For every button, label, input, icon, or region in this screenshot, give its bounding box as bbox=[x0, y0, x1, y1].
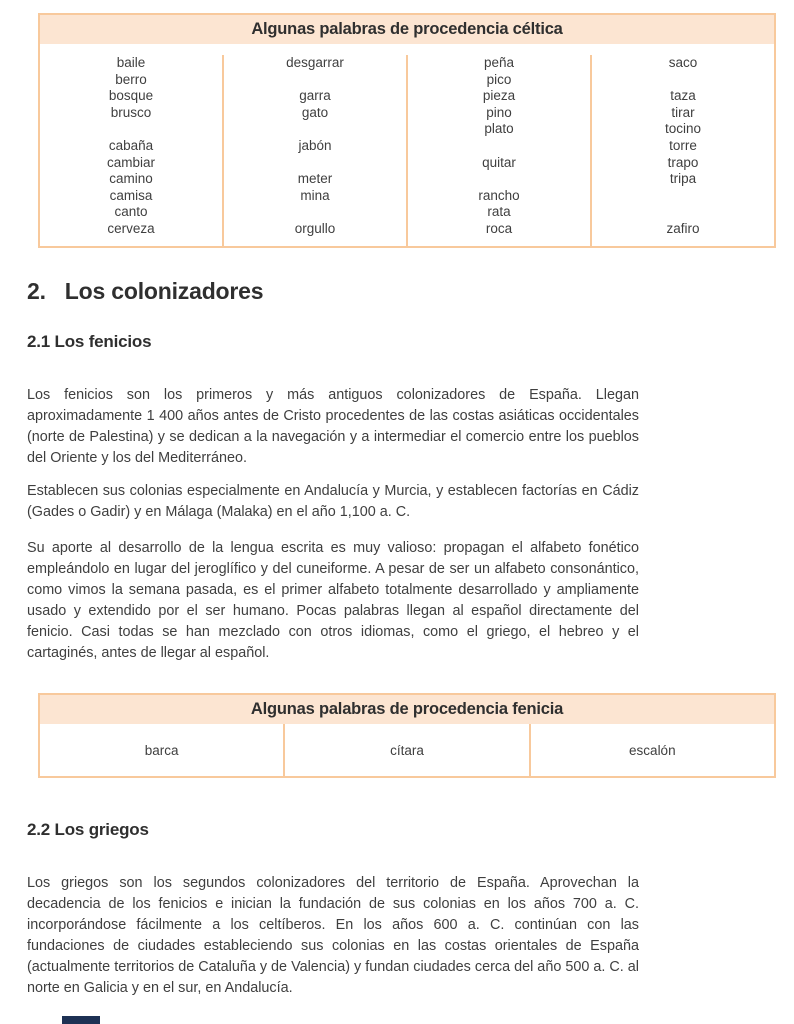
fenicia-table-title: Algunas palabras de procedencia fenicia bbox=[40, 695, 774, 724]
word: camisa bbox=[109, 187, 153, 203]
word bbox=[592, 72, 774, 89]
word: quitar bbox=[482, 154, 516, 170]
subsection-heading-fenicios: 2.1 Los fenicios bbox=[27, 332, 152, 351]
word: trapo bbox=[667, 154, 699, 170]
word: pino bbox=[486, 104, 512, 120]
word: plato bbox=[484, 121, 514, 137]
word: garra bbox=[299, 88, 331, 104]
word bbox=[40, 121, 222, 138]
paragraph-fenicios-3: Su aporte al desarrollo de la lengua escrita es muy valioso: propagan el alfabeto fonético empleándolo en lugar del jeroglífico y del cuneiforme. A pesar de ser un alfabeto consonántico, como vimos la semana pasada, es el primer alfabeto totalmente desarrollado y ampliamente usado y extendido por el ser humano. Pocas palabras llegan al español directamente del fenicio. Casi todas se han mezclado con otros idiomas, como el griego, el hebreo y el cartaginés, antes de llegar al español. bbox=[27, 540, 639, 662]
word: zafiro bbox=[666, 220, 700, 236]
word bbox=[224, 155, 406, 172]
section-number: 2. bbox=[27, 278, 46, 304]
word: meter bbox=[297, 171, 333, 187]
word bbox=[224, 121, 406, 138]
word: berro bbox=[115, 71, 147, 87]
word: mina bbox=[300, 187, 330, 203]
word: pico bbox=[486, 71, 512, 87]
word: escalón bbox=[529, 724, 774, 776]
word bbox=[408, 171, 590, 188]
word: saco bbox=[668, 55, 698, 70]
paragraph-fenicios-2: Establecen sus colonias especialmente en Andalucía y Murcia, y establecen factorías en Cádiz (Gades o Gadir) y en Málaga (Malaka) en el año 1,100 a. C. bbox=[27, 483, 639, 521]
word: taza bbox=[670, 88, 696, 104]
word: canto bbox=[114, 204, 148, 220]
page-footer-mark bbox=[62, 1016, 100, 1024]
celtic-column-2 bbox=[222, 55, 406, 246]
word: barca bbox=[144, 742, 179, 758]
word: bosque bbox=[108, 88, 154, 104]
word: rata bbox=[487, 204, 511, 220]
word: gato bbox=[301, 104, 329, 120]
section-title: Los colonizadores bbox=[64, 278, 264, 304]
celtic-column-1 bbox=[40, 55, 222, 246]
subsection-heading-griegos: 2.2 Los griegos bbox=[27, 820, 149, 839]
word: orgullo bbox=[294, 220, 336, 236]
word: rancho bbox=[478, 187, 520, 203]
celtic-column-4 bbox=[590, 55, 774, 246]
word bbox=[408, 138, 590, 155]
celtic-column-3 bbox=[406, 55, 590, 246]
word: desgarrar bbox=[286, 55, 344, 70]
word: tirar bbox=[671, 104, 695, 120]
word: cerveza bbox=[107, 220, 155, 236]
word: tocino bbox=[664, 121, 702, 137]
section-heading bbox=[27, 278, 263, 305]
word: peña bbox=[483, 55, 515, 70]
paragraph-griegos-1: Los griegos son los segundos colonizadores del territorio de España. Aprovechan la decadencia de los fenicios e inician la fundación de sus colonias en los años 700 a. C. incorporándose fácilmente a los celtíberos. En los años 600 a. C. continúan con las fundaciones de ciudades estableciendo sus colonias en las costas orientales de España (actualmente territorios de Cataluña y de Valencia) y fundan ciudades cerca del año 500 a. C. al norte en Galicia y en el sur, en Andalucía. bbox=[27, 875, 639, 997]
word: baile bbox=[116, 55, 146, 70]
word bbox=[224, 72, 406, 89]
word: brusco bbox=[110, 104, 152, 120]
celtic-words-table bbox=[38, 13, 776, 248]
word: cítara bbox=[283, 724, 528, 776]
word: roca bbox=[485, 220, 513, 236]
word: cambiar bbox=[106, 154, 155, 170]
word: pieza bbox=[482, 88, 516, 104]
fenicia-table-body bbox=[40, 724, 774, 776]
fenicia-words-table bbox=[38, 693, 776, 778]
word: cabaña bbox=[108, 137, 154, 153]
word bbox=[224, 204, 406, 221]
word bbox=[592, 204, 774, 221]
word: jabón bbox=[298, 137, 332, 153]
word bbox=[592, 188, 774, 205]
word: tripa bbox=[669, 171, 697, 187]
celtic-table-title: Algunas palabras de procedencia céltica bbox=[40, 15, 774, 44]
word: camino bbox=[109, 171, 153, 187]
word: torre bbox=[669, 137, 697, 153]
paragraph-fenicios-1: Los fenicios son los primeros y más antiguos colonizadores de España. Llegan aproximadamente 1 400 años antes de Cristo procedentes de las costas asiáticas occidentales (norte de Palestina) y se dedican a la navegación y a intermediar el comercio entre los pueblos del Oriente y los del Mediterráneo. bbox=[27, 387, 639, 467]
celtic-table-body bbox=[40, 44, 774, 246]
